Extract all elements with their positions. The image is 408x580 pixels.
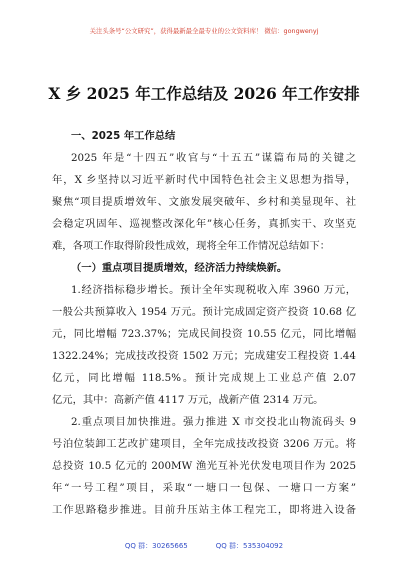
paragraph-line: 元，同比增幅 723.37%；完成民间投资 10.55 亿元，同比增幅 xyxy=(52,328,356,340)
paragraph-line: 亿元，其中：高新产值 4117 万元，战新产值 2314 万元。 xyxy=(52,394,324,406)
paragraph-line: 一般公共预算收入 1954 万元。预计完成固定资产投资 10.68 亿 xyxy=(52,306,356,318)
paragraph-line: 年，X 乡坚持以习近平新时代中国特色社会主义思想为指导， xyxy=(52,174,356,186)
footer-qq-group-2: QQ 群：535304092 xyxy=(215,542,284,550)
paragraph-line: 2025 年是“十四五”收官与“十五五”谋篇布局的关键之 xyxy=(71,152,356,164)
paragraph-line: 1.经济指标稳步增长。预计全年实现税收入库 3960 万元， xyxy=(71,284,356,296)
paragraph-line: 2.重点项目加快推进。强力推进 X 市交投北山物流码头 9 xyxy=(71,416,356,428)
footer-qq-group-1: QQ 群：30265665 xyxy=(124,542,188,550)
document-body xyxy=(52,125,356,521)
paragraph-line: 1322.24%；完成技改投资 1502 万元；完成建安工程投资 1.44 xyxy=(52,350,356,362)
subsection-heading: （一）重点项目提质增效，经济活力持续焕新。 xyxy=(71,262,288,274)
paragraph-line: 号泊位装卸工艺改扩建项目，全年完成技改投资 3206 万元。将 xyxy=(52,438,356,450)
paragraph-line: 会稳定巩固年、巡视整改深化年”核心任务，真抓实干、攻坚克 xyxy=(52,218,356,230)
paragraph-line: 聚焦“项目提质增效年、文旅发展突破年、乡村和美显现年、社 xyxy=(52,196,356,208)
paragraph-line: 工作思路稳步推进。目前升压站主体工程完工，即将进入设备 xyxy=(52,504,356,516)
document-title: X 乡 2025 年工作总结及 2026 年工作安排 xyxy=(48,84,360,103)
paragraph-line: 难，各项工作取得阶段性成效，现将全年工作情况总结如下： xyxy=(52,240,331,252)
promo-banner: 关注头条号“公文研究”，获得最新最全最专业的公文资料库！ 微信：gongwenyj xyxy=(89,27,319,35)
paragraph-line: 总投资 10.5 亿元的 200MW 渔光互补光伏发电项目作为 2025 xyxy=(52,460,356,472)
paragraph-line: 年“一号工程”项目，采取“一塘口一包保、一塘口一方案” xyxy=(52,482,356,494)
paragraph-line: 亿元，同比增幅 118.5%。预计完成规上工业总产值 2.07 xyxy=(52,372,356,384)
page-footer xyxy=(0,541,408,551)
section-heading: 一、2025 年工作总结 xyxy=(71,130,176,142)
